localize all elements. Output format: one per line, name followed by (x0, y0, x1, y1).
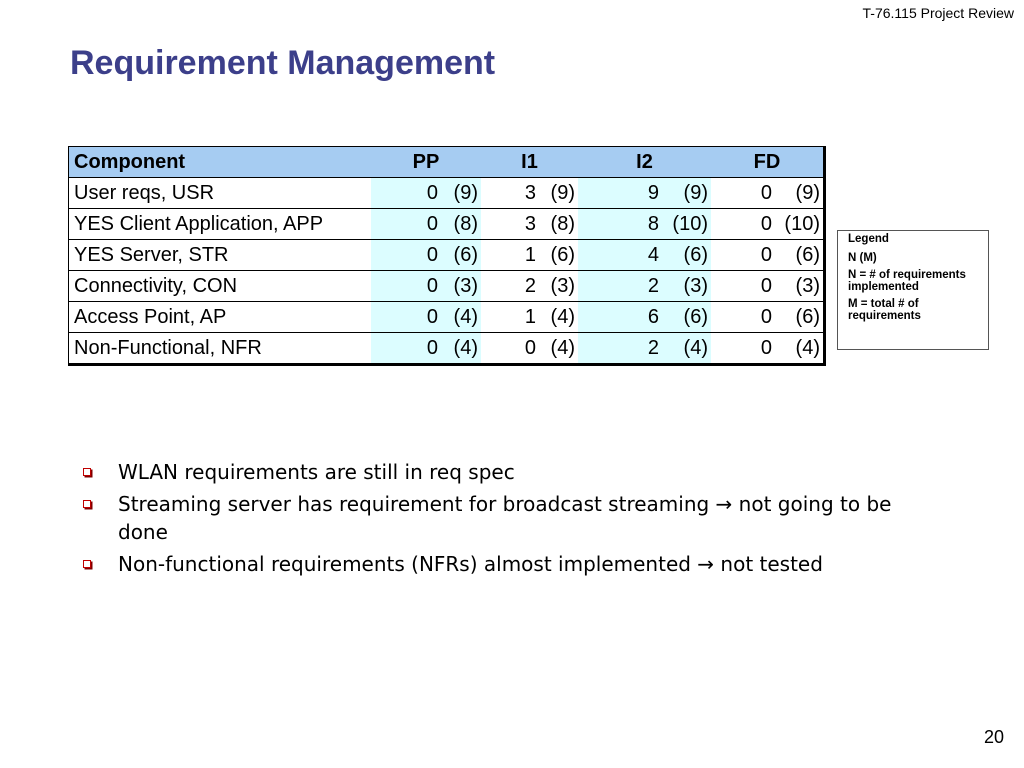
i1-n-cell: 1 (481, 240, 539, 271)
table-row (69, 333, 825, 365)
fd-m-cell: (9) (775, 178, 825, 209)
i1-m-cell: (9) (539, 178, 578, 209)
component-name-cell: Connectivity, CON (69, 271, 372, 302)
legend-format: N (M) (848, 252, 877, 264)
pp-n-cell: 0 (371, 240, 441, 271)
i1-n-cell: 2 (481, 271, 539, 302)
header-i1: I1 (481, 147, 578, 178)
legend-box (837, 230, 989, 350)
i2-n-cell: 9 (578, 178, 662, 209)
pp-n-cell: 0 (371, 271, 441, 302)
fd-n-cell: 0 (711, 302, 775, 333)
fd-n-cell: 0 (711, 240, 775, 271)
table-row (69, 240, 825, 271)
component-name-cell: YES Server, STR (69, 240, 372, 271)
fd-m-cell: (10) (775, 209, 825, 240)
requirements-table (68, 146, 826, 366)
i1-m-cell: (3) (539, 271, 578, 302)
i2-m-cell: (6) (662, 240, 711, 271)
fd-m-cell: (3) (775, 271, 825, 302)
pp-m-cell: (6) (441, 240, 481, 271)
pp-m-cell: (3) (441, 271, 481, 302)
table-row (69, 178, 825, 209)
i2-m-cell: (9) (662, 178, 711, 209)
pp-m-cell: (4) (441, 302, 481, 333)
i1-n-cell: 3 (481, 178, 539, 209)
bullet-item (80, 550, 940, 578)
pp-m-cell: (9) (441, 178, 481, 209)
fd-n-cell: 0 (711, 271, 775, 302)
legend-n-definition: N = # of requirements implemented (848, 269, 966, 293)
pp-n-cell: 0 (371, 333, 441, 365)
i2-m-cell: (4) (662, 333, 711, 365)
fd-n-cell: 0 (711, 209, 775, 240)
bullet-item (80, 490, 940, 546)
fd-m-cell: (4) (775, 333, 825, 365)
i1-n-cell: 3 (481, 209, 539, 240)
i2-n-cell: 2 (578, 271, 662, 302)
component-name-cell: YES Client Application, APP (69, 209, 372, 240)
table-header-row (69, 147, 825, 178)
pp-n-cell: 0 (371, 178, 441, 209)
pp-n-cell: 0 (371, 302, 441, 333)
course-tag: T-76.115 Project Review (862, 5, 1014, 21)
fd-n-cell: 0 (711, 333, 775, 365)
component-name-cell: User reqs, USR (69, 178, 372, 209)
fd-n-cell: 0 (711, 178, 775, 209)
i2-n-cell: 4 (578, 240, 662, 271)
page-number: 20 (983, 727, 1004, 747)
legend-title: Legend (848, 233, 889, 245)
fd-m-cell: (6) (775, 302, 825, 333)
component-name-cell: Non-Functional, NFR (69, 333, 372, 365)
bullet-text: Streaming server has requirement for broadcast streaming → not going to be done (118, 492, 892, 544)
i2-m-cell: (3) (662, 271, 711, 302)
bullet-list (80, 458, 940, 582)
bullet-text: Non-functional requirements (NFRs) almost implemented → not tested (118, 552, 823, 576)
fd-m-cell: (6) (775, 240, 825, 271)
i1-n-cell: 0 (481, 333, 539, 365)
i2-m-cell: (10) (662, 209, 711, 240)
table-row (69, 271, 825, 302)
i1-m-cell: (4) (539, 333, 578, 365)
i1-n-cell: 1 (481, 302, 539, 333)
hollow-square-bullet-icon (83, 468, 91, 476)
table-row (69, 302, 825, 333)
component-name-cell: Access Point, AP (69, 302, 372, 333)
i1-m-cell: (6) (539, 240, 578, 271)
i1-m-cell: (8) (539, 209, 578, 240)
pp-n-cell: 0 (371, 209, 441, 240)
bullet-item (80, 458, 940, 486)
header-component: Component (69, 147, 372, 178)
pp-m-cell: (8) (441, 209, 481, 240)
i2-n-cell: 6 (578, 302, 662, 333)
i2-n-cell: 8 (578, 209, 662, 240)
hollow-square-bullet-icon (83, 500, 91, 508)
table-row (69, 209, 825, 240)
page-title: Requirement Management (70, 44, 496, 82)
i2-n-cell: 2 (578, 333, 662, 365)
hollow-square-bullet-icon (83, 560, 91, 568)
header-fd: FD (711, 147, 825, 178)
i2-m-cell: (6) (662, 302, 711, 333)
header-i2: I2 (578, 147, 711, 178)
bullet-text: WLAN requirements are still in req spec (118, 460, 515, 484)
pp-m-cell: (4) (441, 333, 481, 365)
i1-m-cell: (4) (539, 302, 578, 333)
header-pp: PP (371, 147, 481, 178)
legend-m-definition: M = total # of requirements (848, 298, 921, 322)
